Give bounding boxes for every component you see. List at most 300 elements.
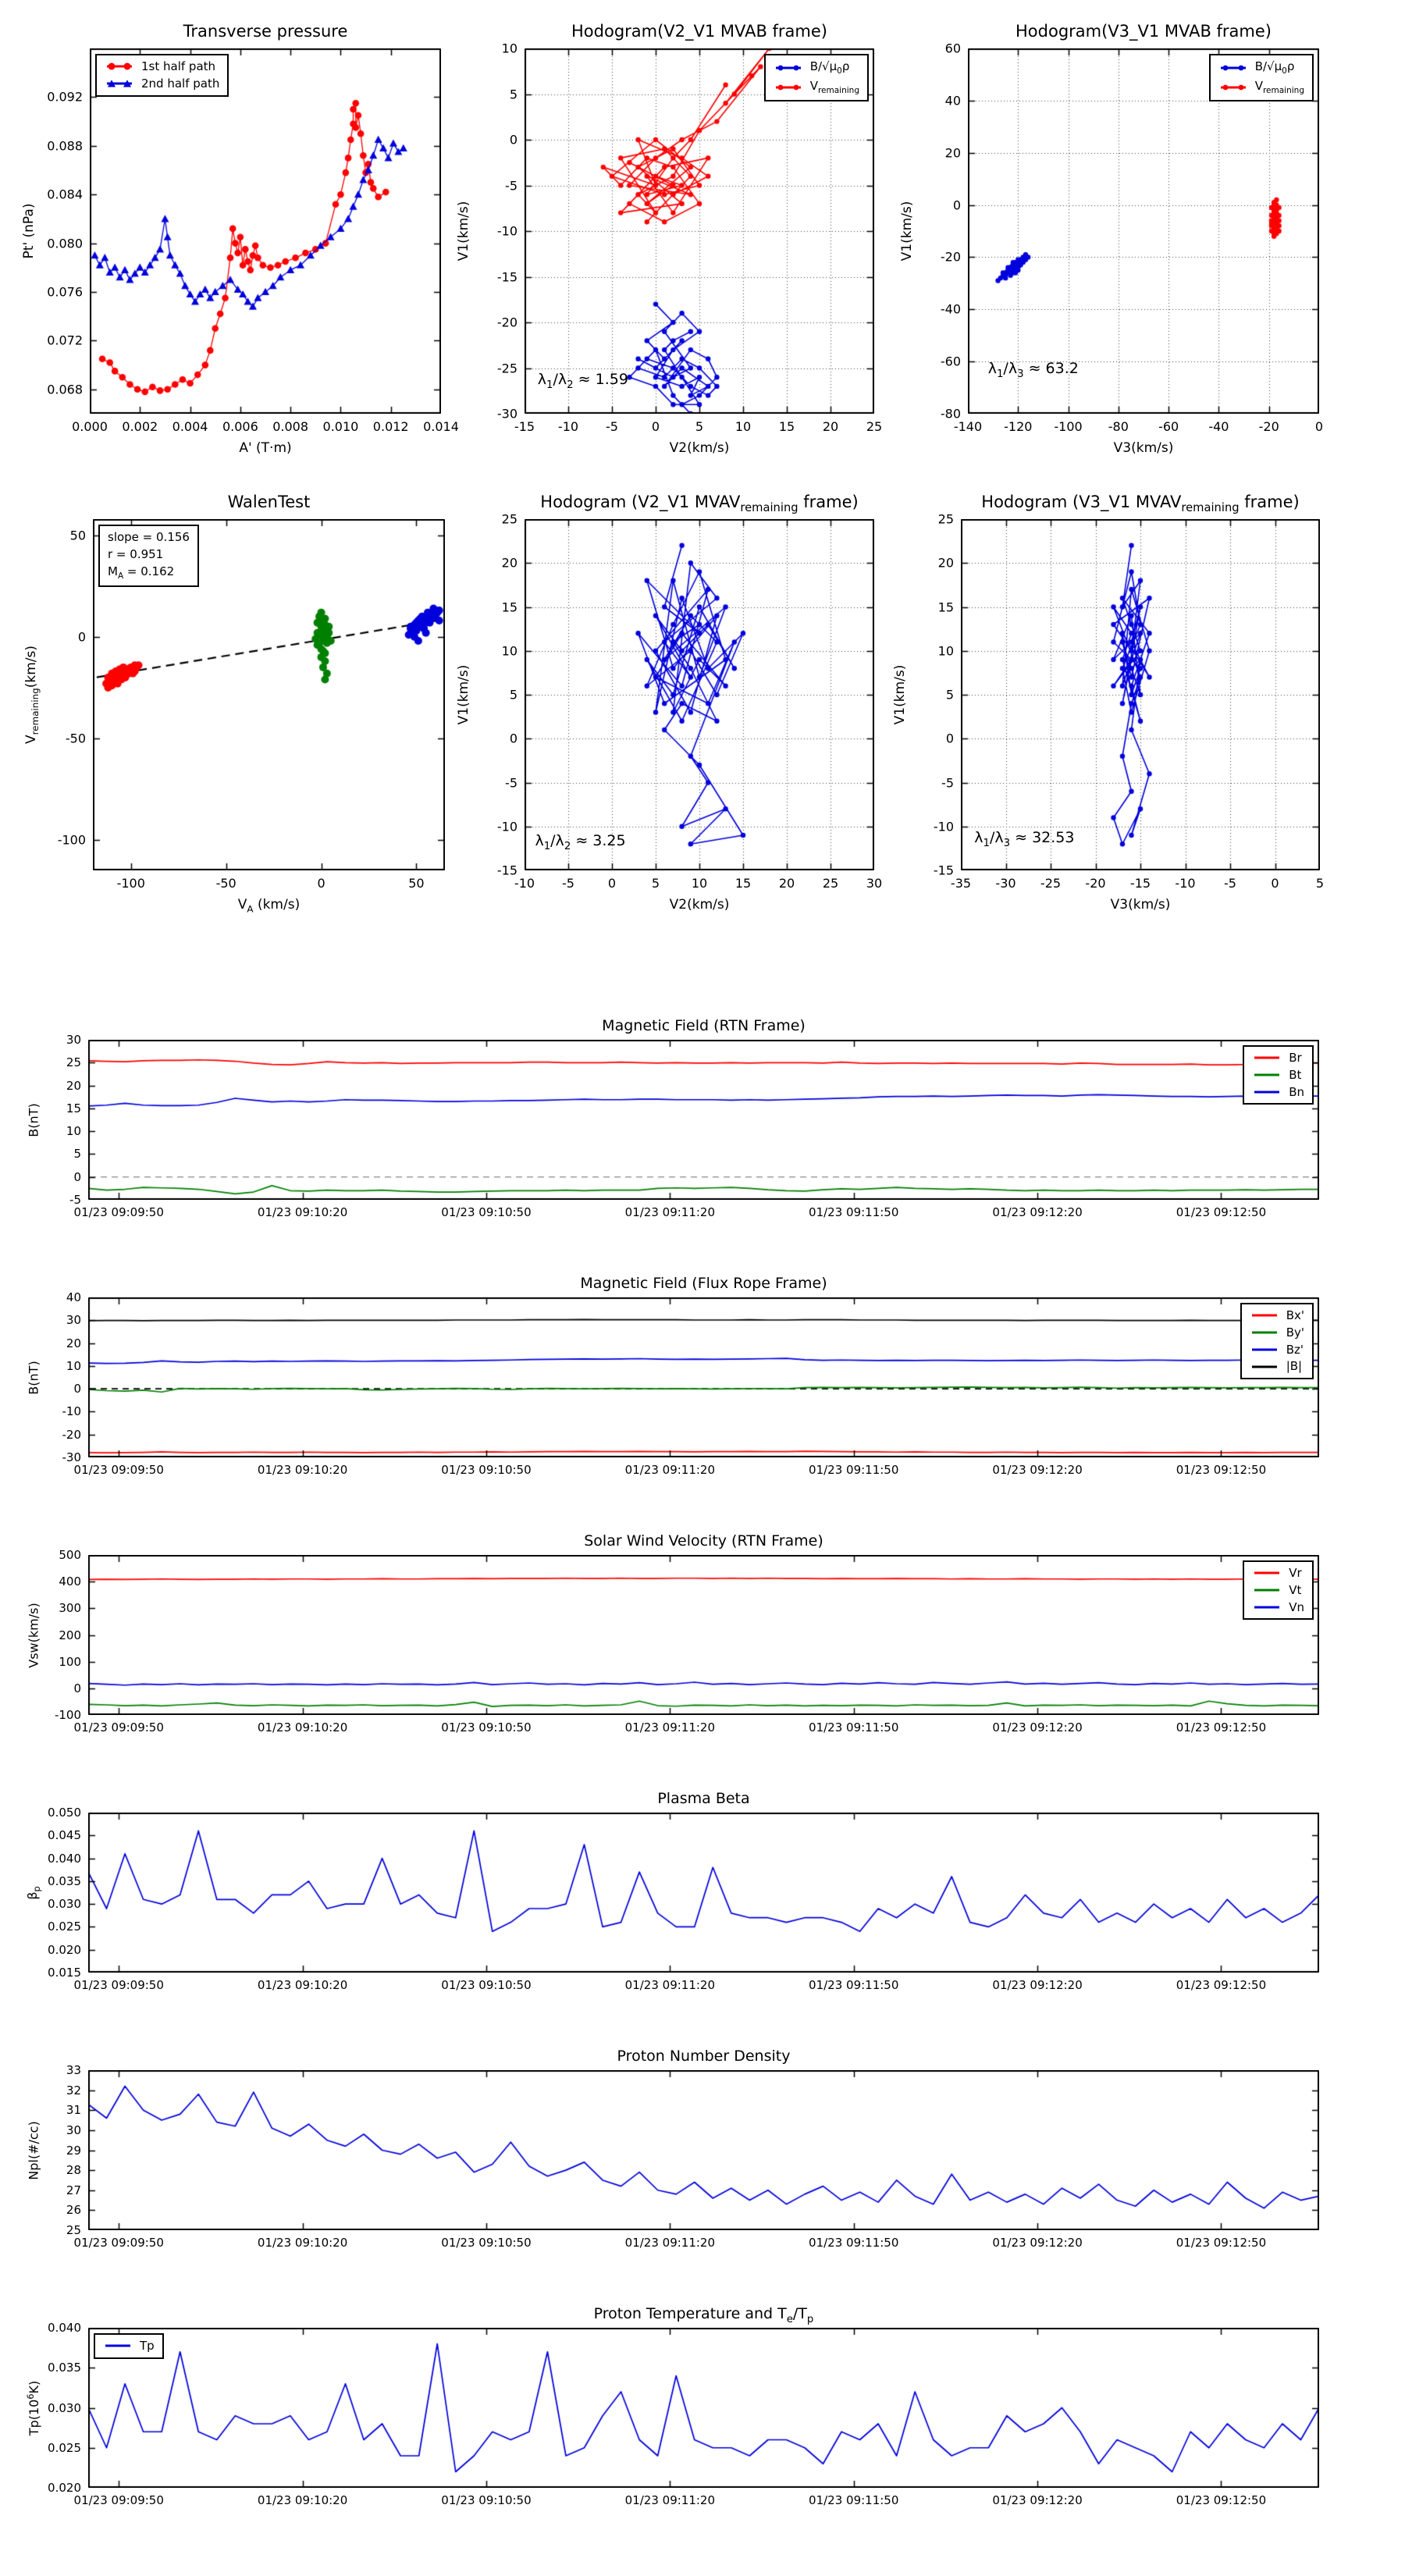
y-tick-label: 60: [944, 41, 961, 56]
legend-item: [1250, 1308, 1304, 1323]
y-tick-label: 15: [66, 1101, 81, 1115]
x-tick-label: -50: [215, 876, 237, 891]
y-tick-label: -10: [62, 1404, 81, 1419]
hodogram-v3v1-mvab-canvas: [968, 48, 1319, 414]
x-tick-label: -120: [1004, 419, 1033, 434]
legend-item-label: Vn: [1289, 1599, 1304, 1614]
legend-item: [1218, 59, 1304, 76]
y-tick-label: -10: [496, 223, 518, 239]
y-tick-label: 20: [937, 555, 954, 571]
x-tick-label: 01/23 09:09:50: [73, 1720, 164, 1735]
y-tick-label: 0: [509, 731, 518, 746]
legend: [95, 54, 229, 97]
x-tick-label: 01/23 09:10:20: [257, 1978, 348, 1992]
x-tick-label: 01/23 09:11:50: [809, 1463, 899, 1477]
y-tick-label: 20: [66, 1078, 81, 1093]
x-tick-label: 01/23 09:12:20: [992, 2493, 1083, 2507]
hodogram-v2v1-mvab-canvas: [525, 48, 874, 414]
y-tick-label: -15: [496, 269, 518, 284]
legend-item-label: $B/√\mu_0\rho$: [1254, 59, 1295, 76]
chart-hodogram-v3v1-mvab: [899, 22, 1324, 456]
chart-title: Hodogram (V2_V1 $MVAV_{remaining}$ frame): [540, 493, 859, 515]
y-tick-label: 5: [73, 1147, 81, 1162]
chart-hodogram-v2v1-mvab: [456, 22, 883, 456]
x-tick-label: 01/23 09:10:20: [257, 1720, 348, 1735]
y-tick-label: -60: [940, 354, 961, 369]
x-tick-label: 01/23 09:11:50: [809, 1205, 899, 1219]
y-tick-label: 0.025: [48, 2440, 81, 2455]
legend-item: [108, 530, 190, 545]
y-tick-label: 10: [66, 1358, 81, 1373]
chart-walen-test: [23, 493, 445, 915]
y-tick-label: 15: [937, 600, 954, 614]
y-tick-label: 0: [509, 132, 518, 148]
legend-item-label: Vr: [1289, 1566, 1302, 1580]
y-tick-label: 32: [66, 2083, 81, 2097]
x-tick-label: -140: [953, 419, 983, 434]
y-axis-label: $Tp(10^6K)$: [25, 2380, 42, 2435]
hodogram-v3v1-mvav-canvas: [961, 519, 1320, 870]
x-tick-label: -100: [116, 876, 145, 891]
y-axis-label: V1(km/s): [456, 201, 471, 262]
x-tick-label: 01/23 09:10:50: [441, 2236, 532, 2250]
y-tick-label: -100: [54, 1708, 81, 1722]
x-tick-label: 01/23 09:11:20: [624, 2493, 716, 2507]
y-tick-label: -5: [69, 1193, 81, 1207]
x-tick-label: 01/23 09:12:20: [992, 1978, 1083, 1992]
x-tick-label: 5: [651, 876, 660, 891]
y-tick-label: 0.080: [47, 236, 83, 251]
x-tick-label: 01/23 09:11:50: [809, 1720, 899, 1735]
y-tick-label: 0: [77, 629, 86, 645]
y-axis-label: $\beta_p$: [24, 1885, 43, 1900]
y-tick-label: 31: [66, 2103, 81, 2118]
hodogram-v2v1-mvav-canvas: [525, 519, 874, 870]
x-tick-label: 01/23 09:12:50: [1176, 2493, 1267, 2507]
legend-item: [105, 59, 219, 74]
x-tick-label: 0: [1271, 876, 1279, 891]
y-axis-label: B(nT): [26, 1360, 41, 1395]
legend: [1209, 54, 1314, 101]
y-axis-label: V1(km/s): [456, 664, 471, 725]
y-tick-label: 200: [59, 1628, 81, 1642]
legend-item: [1252, 1051, 1304, 1066]
y-axis-label: B(nT): [26, 1102, 41, 1137]
y-tick-label: 0: [952, 197, 961, 213]
legend-item: [105, 76, 219, 91]
chart-plasma-beta: [24, 1790, 1319, 1992]
x-tick-label: -10: [514, 876, 535, 891]
x-tick-label: 10: [735, 419, 752, 434]
chart-title: Transverse pressure: [183, 22, 348, 41]
y-tick-label: 25: [66, 2223, 81, 2237]
y-tick-label: 25: [501, 511, 518, 527]
legend: [1243, 1560, 1314, 1620]
y-tick-label: 0.020: [48, 2481, 81, 2495]
chart-title: Magnetic Field (RTN Frame): [602, 1017, 806, 1034]
legend-item: [108, 564, 190, 582]
x-tick-label: -40: [1208, 419, 1229, 434]
legend-item-label: Br: [1289, 1051, 1302, 1065]
x-tick-label: 01/23 09:09:50: [73, 1205, 164, 1219]
proton-temperature-canvas: [88, 2328, 1319, 2488]
y-tick-label: 40: [66, 1290, 81, 1304]
x-tick-label: -20: [1258, 419, 1279, 434]
legend-item-label: 2nd half path: [141, 76, 220, 91]
y-tick-label: -10: [496, 819, 518, 834]
y-tick-label: 28: [66, 2163, 81, 2178]
legend-swatch-icon: [1250, 1361, 1279, 1372]
y-tick-label: 0.040: [48, 1851, 81, 1866]
y-tick-label: 100: [59, 1654, 81, 1669]
legend-item: [1250, 1325, 1304, 1340]
y-tick-label: -50: [65, 731, 86, 746]
x-axis-label: V2(km/s): [669, 440, 730, 456]
x-tick-label: 01/23 09:10:50: [441, 1463, 532, 1477]
y-axis-label: Pt' (nPa): [21, 203, 37, 259]
x-tick-label: 01/23 09:11:20: [624, 1205, 716, 1219]
y-tick-label: 5: [509, 687, 518, 703]
legend-item-label: $M_A = 0.162$: [108, 564, 175, 581]
x-axis-label: V3(km/s): [1113, 440, 1174, 456]
y-axis-label: V1(km/s): [892, 664, 908, 725]
y-tick-label: 27: [66, 2183, 81, 2197]
x-tick-label: 0: [317, 876, 325, 891]
y-tick-label: 0.084: [47, 187, 83, 202]
x-tick-label: 0.010: [322, 419, 359, 434]
legend-swatch-icon: [1218, 82, 1248, 93]
y-axis-label: V1(km/s): [899, 201, 915, 262]
y-tick-label: 25: [937, 511, 954, 527]
x-tick-label: 01/23 09:12:20: [992, 1205, 1083, 1219]
x-tick-label: -5: [1224, 876, 1236, 891]
y-tick-label: 0.092: [47, 89, 83, 105]
chart-title: Hodogram (V3_V1 $MVAV_{remaining}$ frame): [981, 493, 1300, 515]
x-tick-label: 5: [1315, 876, 1325, 891]
x-tick-label: 0.002: [122, 419, 158, 434]
x-tick-label: 01/23 09:10:50: [441, 1205, 532, 1219]
annotation: $\lambda_1/\lambda_3 \approx 32.53$: [974, 828, 1075, 849]
x-tick-label: 01/23 09:10:20: [257, 2493, 348, 2507]
legend-swatch-icon: [105, 78, 134, 89]
y-tick-label: 0.072: [47, 333, 83, 348]
x-axis-label: $V_A$ (km/s): [237, 897, 301, 915]
y-tick-label: 40: [944, 93, 961, 109]
x-tick-label: 01/23 09:10:20: [257, 1463, 348, 1477]
legend-item: [1252, 1068, 1304, 1083]
x-tick-label: 01/23 09:10:20: [257, 1205, 348, 1219]
plasma-beta-canvas: [88, 1813, 1319, 1973]
legend-swatch-icon: [1252, 1567, 1282, 1578]
legend-swatch-icon: [774, 62, 803, 73]
y-tick-label: 300: [59, 1601, 81, 1616]
x-tick-label: 0: [607, 876, 617, 891]
legend-item-label: 1st half path: [141, 59, 216, 73]
y-tick-label: -20: [62, 1427, 81, 1442]
y-tick-label: 15: [501, 600, 518, 614]
legend-swatch-icon: [105, 61, 134, 72]
x-tick-label: 01/23 09:09:50: [73, 2493, 164, 2507]
legend-item: [1252, 1085, 1304, 1100]
y-tick-label: 5: [509, 87, 518, 101]
legend-item-label: Vt: [1289, 1582, 1302, 1597]
legend-swatch-icon: [103, 2340, 133, 2351]
y-tick-label: 400: [59, 1574, 81, 1589]
chart-title: WalenTest: [227, 493, 311, 511]
legend-item: [774, 59, 859, 76]
x-axis-label: V2(km/s): [669, 897, 730, 913]
legend-swatch-icon: [1250, 1310, 1279, 1321]
legend-item: [108, 547, 190, 562]
x-tick-label: 01/23 09:10:50: [441, 2493, 532, 2507]
annotation: $\lambda_1/\lambda_2 \approx 3.25$: [535, 832, 626, 852]
legend-swatch-icon: [1252, 1585, 1282, 1596]
y-tick-label: 0.035: [48, 2361, 81, 2375]
y-tick-label: -5: [505, 775, 518, 790]
y-tick-label: -5: [505, 178, 518, 193]
x-tick-label: 01/23 09:10:20: [257, 2236, 348, 2250]
y-tick-label: 10: [501, 643, 518, 659]
y-tick-label: 50: [69, 528, 86, 543]
x-tick-label: 01/23 09:12:50: [1176, 1978, 1267, 1992]
x-tick-label: -5: [562, 876, 574, 891]
x-tick-label: 01/23 09:12:50: [1176, 1463, 1267, 1477]
legend-swatch-icon: [1218, 62, 1248, 73]
legend-item-label: Bz': [1286, 1342, 1304, 1357]
x-tick-label: -60: [1158, 419, 1179, 434]
y-tick-label: 0: [73, 1382, 81, 1397]
legend-item-label: Bx': [1286, 1308, 1304, 1322]
x-tick-label: 01/23 09:12:50: [1176, 1205, 1267, 1219]
x-tick-label: 0.000: [72, 419, 108, 434]
chart-title: Hodogram(V3_V1 MVAB frame): [1016, 22, 1272, 41]
x-tick-label: 01/23 09:11:50: [809, 1978, 899, 1992]
legend-swatch-icon: [1250, 1344, 1279, 1355]
y-tick-label: -30: [496, 406, 518, 422]
chart-solar-wind-velocity: [26, 1532, 1319, 1735]
x-tick-label: -15: [1129, 876, 1151, 891]
y-tick-label: -20: [496, 315, 518, 330]
y-tick-label: 30: [66, 1033, 81, 1047]
x-tick-label: -10: [557, 419, 579, 434]
chart-title: Proton Temperature and $T_e/T_p$: [593, 2305, 814, 2325]
y-tick-label: 0.025: [48, 1920, 81, 1934]
magnetic-field-flux-rope-canvas: [88, 1297, 1319, 1457]
y-tick-label: 26: [66, 2203, 81, 2218]
chart-hodogram-v3v1-mvav: [892, 493, 1325, 913]
legend-item-label: Bn: [1289, 1084, 1304, 1099]
transverse-pressure-canvas: [90, 48, 441, 414]
y-tick-label: 5: [945, 687, 954, 703]
x-tick-label: 01/23 09:11:50: [809, 2236, 899, 2250]
y-axis-label: Vsw(km/s): [26, 1602, 41, 1668]
y-axis-label: Npl(#/cc): [26, 2120, 41, 2180]
chart-title: Hodogram(V2_V1 MVAB frame): [571, 22, 827, 41]
x-tick-label: 20: [822, 419, 839, 434]
x-axis-label: V3(km/s): [1110, 897, 1171, 913]
solar-wind-velocity-canvas: [88, 1555, 1319, 1715]
x-tick-label: -80: [1108, 419, 1129, 434]
chart-hodogram-v2v1-mvav: [456, 493, 883, 913]
chart-title: Magnetic Field (Flux Rope Frame): [580, 1275, 827, 1292]
y-tick-label: -10: [933, 819, 954, 834]
y-tick-label: 0.015: [48, 1966, 81, 1980]
legend: [1243, 1045, 1314, 1105]
y-tick-label: 30: [66, 1313, 81, 1328]
legend-swatch-icon: [1252, 1602, 1282, 1613]
x-tick-label: -5: [606, 419, 618, 434]
x-tick-label: -25: [1040, 876, 1062, 891]
legend-item-label: slope = 0.156: [108, 530, 190, 544]
x-tick-label: 01/23 09:11:20: [624, 1463, 716, 1477]
x-tick-label: 0: [651, 419, 660, 434]
legend-item: [1252, 1600, 1304, 1615]
x-tick-label: 0.006: [222, 419, 258, 434]
y-tick-label: -20: [940, 249, 961, 265]
y-tick-label: 20: [66, 1336, 81, 1350]
x-tick-label: -100: [1054, 419, 1083, 434]
y-axis-label: $V_{remaining}(km/s)$: [23, 646, 41, 744]
chart-proton-number-density: [26, 2048, 1319, 2250]
x-tick-label: -20: [1085, 876, 1106, 891]
x-tick-label: 0.012: [372, 419, 409, 434]
chart-title: Proton Number Density: [617, 2048, 791, 2065]
x-tick-label: 01/23 09:11:50: [809, 2493, 899, 2507]
x-tick-label: 01/23 09:10:50: [441, 1720, 532, 1735]
legend: [94, 2333, 164, 2359]
chart-transverse-pressure: [21, 22, 459, 456]
y-tick-label: 20: [501, 555, 518, 571]
x-tick-label: 15: [778, 419, 795, 434]
y-tick-label: -80: [940, 406, 961, 422]
annotation: $\lambda_1/\lambda_3 \approx 63.2$: [987, 360, 1079, 380]
x-tick-label: -35: [950, 876, 972, 891]
chart-magnetic-field-rtn: [26, 1017, 1319, 1219]
x-tick-label: 01/23 09:09:50: [73, 1463, 164, 1477]
chart-title: Plasma Beta: [657, 1790, 750, 1807]
legend-item-label: Bt: [1289, 1067, 1302, 1082]
x-tick-label: 0.014: [423, 419, 459, 434]
legend-item: [1252, 1566, 1304, 1581]
y-tick-label: -25: [496, 361, 518, 375]
x-tick-label: 20: [778, 876, 795, 891]
x-tick-label: -15: [514, 419, 535, 434]
legend: [1240, 1303, 1314, 1379]
legend-item: [1218, 79, 1304, 96]
x-tick-label: 01/23 09:12:20: [992, 1720, 1083, 1735]
x-tick-label: 01/23 09:12:50: [1176, 2236, 1267, 2250]
legend-item-label: r = 0.951: [108, 546, 164, 561]
y-tick-label: -30: [62, 1450, 81, 1464]
x-tick-label: 25: [866, 419, 883, 434]
x-tick-label: 01/23 09:10:50: [441, 1978, 532, 1992]
legend-swatch-icon: [1252, 1087, 1282, 1098]
legend-swatch-icon: [774, 82, 803, 93]
legend-item: [1250, 1359, 1304, 1374]
y-tick-label: 0: [73, 1169, 81, 1184]
x-tick-label: 30: [866, 876, 883, 891]
legend-item-label: $V_{remaining}$: [809, 79, 859, 96]
x-tick-label: 01/23 09:11:20: [624, 2236, 716, 2250]
x-tick-label: 01/23 09:09:50: [73, 2236, 164, 2250]
y-tick-label: 0: [945, 731, 954, 746]
legend-item-label: |B|: [1286, 1359, 1303, 1374]
x-tick-label: 0.004: [172, 419, 208, 434]
x-tick-label: 01/23 09:12:50: [1176, 1720, 1267, 1735]
x-tick-label: 01/23 09:12:20: [992, 1463, 1083, 1477]
x-tick-label: 10: [691, 876, 708, 891]
legend-item-label: By': [1286, 1325, 1304, 1340]
y-tick-label: 0.030: [48, 2400, 81, 2415]
legend-swatch-icon: [1252, 1069, 1282, 1080]
y-tick-label: 10: [937, 643, 954, 659]
proton-number-density-canvas: [88, 2070, 1319, 2230]
y-tick-label: 20: [944, 145, 961, 161]
y-tick-label: 30: [66, 2122, 81, 2137]
y-tick-label: -15: [496, 863, 518, 878]
y-tick-label: 500: [59, 1548, 81, 1562]
chart-proton-temperature: [25, 2305, 1319, 2507]
x-tick-label: 01/23 09:09:50: [73, 1978, 164, 1992]
legend-item-label: $V_{remaining}$: [1254, 79, 1304, 96]
annotation: $\lambda_1/\lambda_2 \approx 1.59$: [537, 371, 628, 392]
x-tick-label: -10: [1175, 876, 1196, 891]
y-tick-label: 0.068: [47, 382, 83, 397]
y-tick-label: 33: [66, 2063, 81, 2077]
x-tick-label: 01/23 09:11:20: [624, 1978, 716, 1992]
y-tick-label: 10: [66, 1124, 81, 1139]
y-tick-label: 25: [66, 1055, 81, 1070]
y-tick-label: 0.045: [48, 1828, 81, 1843]
y-tick-label: 10: [501, 41, 518, 56]
legend: [764, 54, 869, 101]
x-tick-label: 0: [1314, 419, 1324, 434]
legend-item: [1252, 1583, 1304, 1598]
y-tick-label: 0.040: [48, 2321, 81, 2335]
legend-item: [774, 79, 859, 96]
y-tick-label: 0.076: [47, 284, 83, 300]
x-tick-label: 0.008: [272, 419, 309, 434]
y-tick-label: 0.020: [48, 1942, 81, 1957]
x-tick-label: 01/23 09:12:20: [992, 2236, 1083, 2250]
y-tick-label: 0.050: [48, 1806, 81, 1820]
legend-item-label: Tp: [140, 2339, 155, 2353]
y-tick-label: 0: [73, 1681, 81, 1695]
y-tick-label: 0.030: [48, 1897, 81, 1912]
legend-swatch-icon: [1252, 1052, 1282, 1063]
x-tick-label: 5: [695, 419, 704, 434]
x-tick-label: 50: [408, 876, 425, 891]
legend-item: [1250, 1343, 1304, 1357]
y-tick-label: 0.035: [48, 1873, 81, 1888]
x-axis-label: A' (T·m): [239, 440, 292, 456]
legend: [98, 525, 199, 587]
y-tick-label: -15: [933, 863, 954, 878]
y-tick-label: 0.088: [47, 138, 83, 154]
y-tick-label: -5: [941, 775, 954, 790]
x-tick-label: 25: [822, 876, 839, 891]
y-tick-label: 29: [66, 2143, 81, 2158]
legend-item-label: $B/√\mu_0\rho$: [809, 59, 850, 76]
legend-swatch-icon: [1250, 1327, 1279, 1338]
x-tick-label: 15: [735, 876, 752, 891]
x-tick-label: -30: [995, 876, 1016, 891]
y-tick-label: -40: [940, 301, 961, 317]
legend-item: [103, 2339, 155, 2354]
y-tick-label: -100: [57, 832, 86, 848]
x-tick-label: 01/23 09:11:20: [624, 1720, 716, 1735]
chart-title: Solar Wind Velocity (RTN Frame): [584, 1532, 823, 1550]
